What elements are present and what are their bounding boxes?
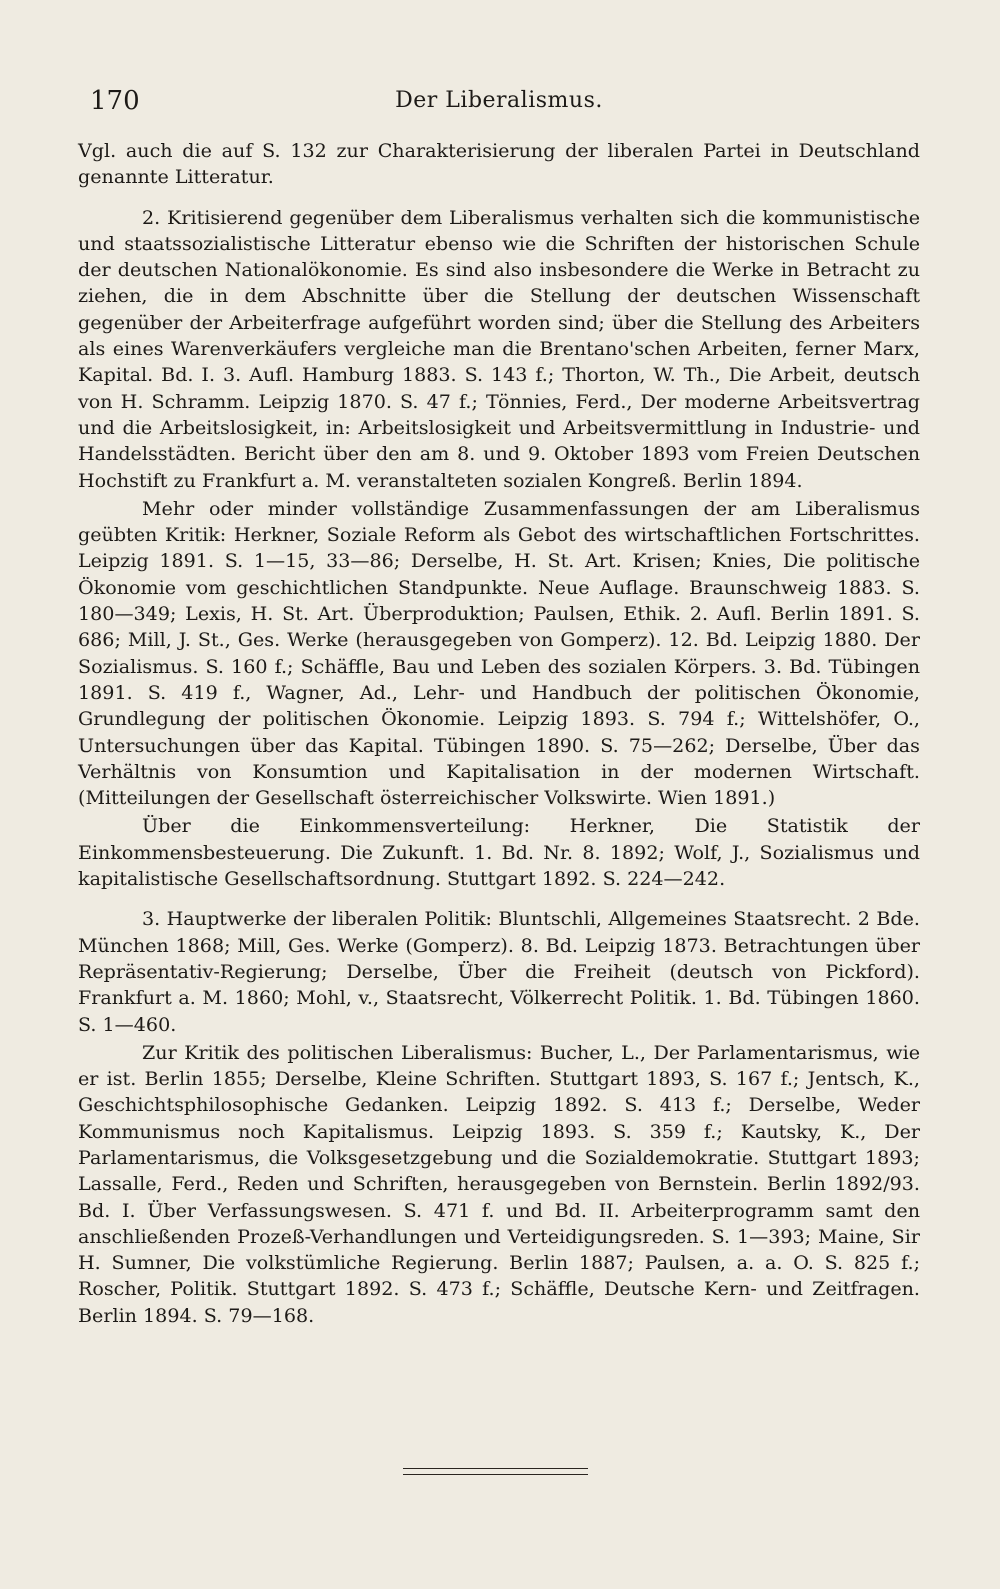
paragraph-income-distribution: Über die Einkommensverteilung: Herkner, Die Statistik der Einkommensbesteuerung. Die Zukunft. 1. Bd. Nr. 8. 1892; Wolf, J., Sozialismus und kapitalistische Gesellschaftsordnung. Stuttgart 1892. S. 224—242. xyxy=(78,814,920,891)
running-title: Der Liberalismus. xyxy=(395,88,603,113)
paragraph-political-critique: Zur Kritik des politischen Liberalismus: Bucher, L., Der Parlamentarismus, wie er ist. Berlin 1855; Derselbe, Kleine Schriften. Stuttgart 1893, S. 167 f.; Jentsch, K., Geschichtsphilosophische Gedanken. Leipzig 1892. S. 413 f.; Derselbe, Weder Kommunismus noch Kapitalismus. Leipzig 1893. S. 359 f.; Kautsky, K., Der Parlamentarismus, die Volksgesetzgebung und die Sozialdemokratie. Stuttgart 1893; Lassalle, Ferd., Reden und Schriften, herausgegeben von Bernstein. Berlin 1892/93. Bd. I. Über Verfassungswesen. S. 471 f. und Bd. II. Arbeiterprogramm samt den anschließenden Prozeß-Verhandlungen und Verteidigungsreden. S. 1—393; Maine, Sir H. Sumner, Die volkstümliche Regierung. Berlin 1887; Paulsen, a. a. O. S. 825 f.; Roscher, Politik. Stuttgart 1892. S. 473 f.; Schäffle, Deutsche Kern- und Zeitfragen. Berlin 1894. S. 79—168. xyxy=(78,1040,920,1327)
paragraph-section-2: 2. Kritisierend gegenüber dem Liberalismus verhalten sich die kommunistische und staatssozialistische Litteratur ebenso wie die Schriften der historischen Schule der deutschen Nationalökonomie. Es sind also insbesondere die Werke in Betracht zu ziehen, die in dem Abschnitte über die Stellung der deutschen Wissenschaft gegenüber der Arbeiterfrage aufgeführt worden sind; über die Stellung des Arbeiters als eines Warenverkäufers vergleiche man die Brentano'schen Arbeiten, ferner Marx, Kapital. Bd. I. 3. Aufl. Hamburg 1883. S. 143 f.; Thorton, W. Th., Die Arbeit, deutsch von H. Schramm. Leipzig 1870. S. 47 f.; Tönnies, Ferd., Der moderne Arbeitsvertrag und die Arbeitslosigkeit, in: Arbeitslosigkeit und Arbeitsvermittlung in Industrie- und Handelsstädten. Bericht über den am 8. und 9. Oktober 1893 vom Freien Deutschen Hochstift zu Frankfurt a. M. veranstalteten sozialen Kongreß. Berlin 1894. xyxy=(78,205,920,492)
running-head xyxy=(78,80,920,124)
page-number: 170 xyxy=(90,86,140,116)
paragraph-see-also: Vgl. auch die auf S. 132 zur Charakterisierung der liberalen Partei in Deutschland genannte Litteratur. xyxy=(78,139,920,189)
paragraph-critique-summaries: Mehr oder minder vollständige Zusammenfassungen der am Liberalismus geübten Kritik: Herkner, Soziale Reform als Gebot des wirtschaftlichen Fortschrittes. Leipzig 1891. S. 1—15, 33—86; Derselbe, H. St. Art. Krisen; Knies, Die politische Ökonomie vom geschichtlichen Standpunkte. Neue Auflage. Braunschweig 1883. S. 180—349; Lexis, H. St. Art. Überproduktion; Paulsen, Ethik. 2. Aufl. Berlin 1891. S. 686; Mill, J. St., Ges. Werke (herausgegeben von Gomperz). 12. Bd. Leipzig 1880. Der Sozialismus. S. 160 f.; Schäffle, Bau und Leben des sozialen Körpers. 3. Bd. Tübingen 1891. S. 419 f., Wagner, Ad., Lehr- und Handbuch der politischen Ökonomie, Grundlegung der politischen Ökonomie. Leipzig 1893. S. 794 f.; Wittelshöfer, O., Untersuchungen über das Kapital. Tübingen 1890. S. 75—262; Derselbe, Über das Verhältnis von Konsumtion und Kapitalisation in der modernen Wirtschaft. (Mitteilungen der Gesellschaft österreichischer Volkswirte. Wien 1891.) xyxy=(78,496,920,810)
page-body xyxy=(78,80,920,1329)
paragraph-section-3: 3. Hauptwerke der liberalen Politik: Bluntschli, Allgemeines Staatsrecht. 2 Bde. München 1868; Mill, Ges. Werke (Gomperz). 8. Bd. Leipzig 1873. Betrachtungen über Repräsentativ-Regierung; Derselbe, Über die Freiheit (deutsch von Pickford). Frankfurt a. M. 1860; Mohl, v., Staatsrecht, Völkerrecht Politik. 1. Bd. Tübingen 1860. S. 1—460. xyxy=(78,907,920,1036)
end-double-rule xyxy=(403,1468,588,1475)
